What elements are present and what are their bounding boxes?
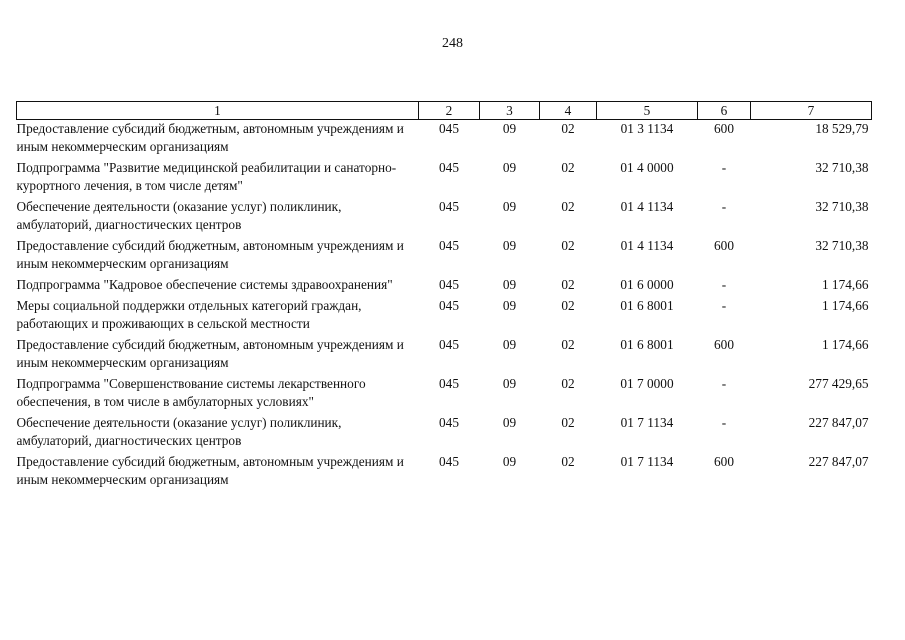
header-col-4: 4 xyxy=(540,102,597,120)
row-name: Обеспечение деятельности (оказание услуг) поликлиник, амбулаторий, диагностических центров xyxy=(16,199,342,232)
row-section-code: 09 xyxy=(502,337,517,352)
row-expense-type: - xyxy=(721,415,727,430)
row-subsection-code: 02 xyxy=(561,160,575,175)
row-section-code: 09 xyxy=(502,277,517,292)
row-name: Предоставление субсидий бюджетным, автономным учреждениям и иным некоммерческим организациям xyxy=(16,238,404,271)
row-ministry-code: 045 xyxy=(439,238,459,253)
row-ministry-code: 045 xyxy=(439,376,459,391)
row-section-code: 09 xyxy=(502,121,517,136)
row-ministry-code: 045 xyxy=(439,121,459,136)
row-expense-type: - xyxy=(721,376,727,391)
row-target-article: 01 6 8001 xyxy=(620,337,674,352)
row-expense-type: 600 xyxy=(714,454,734,469)
row-amount: 227 847,07 xyxy=(808,415,869,430)
table-row xyxy=(17,120,872,160)
row-subsection-code: 02 xyxy=(561,199,575,214)
row-expense-type: - xyxy=(721,160,727,175)
row-target-article: 01 4 1134 xyxy=(620,238,674,253)
row-section-code: 09 xyxy=(502,376,517,391)
budget-table xyxy=(16,101,872,492)
table-row xyxy=(17,237,872,276)
row-subsection-code: 02 xyxy=(561,121,575,136)
table-row xyxy=(17,159,872,198)
row-name: Подпрограмма "Развитие медицинской реабилитации и санаторно-курортного лечения, в том числе детям" xyxy=(16,160,397,193)
row-amount: 1 174,66 xyxy=(821,298,869,313)
row-ministry-code: 045 xyxy=(439,337,459,352)
row-amount: 32 710,38 xyxy=(815,199,869,214)
row-name: Подпрограмма "Совершенствование системы лекарственного обеспечения, в том числе в амбулаторных условиях" xyxy=(16,376,366,409)
row-section-code: 09 xyxy=(502,238,517,253)
row-subsection-code: 02 xyxy=(561,415,575,430)
table-row xyxy=(17,453,872,492)
row-expense-type: 600 xyxy=(714,337,734,352)
row-subsection-code: 02 xyxy=(561,298,575,313)
row-name: Обеспечение деятельности (оказание услуг) поликлиник, амбулаторий, диагностических центров xyxy=(16,415,342,448)
header-row xyxy=(17,102,872,120)
row-name: Предоставление субсидий бюджетным, автономным учреждениям и иным некоммерческим организациям xyxy=(16,454,404,487)
row-target-article: 01 4 1134 xyxy=(620,199,674,214)
row-expense-type: 600 xyxy=(714,238,734,253)
row-target-article: 01 3 1134 xyxy=(620,121,674,136)
table-row xyxy=(17,414,872,453)
row-expense-type: - xyxy=(721,298,727,313)
row-name: Предоставление субсидий бюджетным, автономным учреждениям и иным некоммерческим организациям xyxy=(16,337,404,370)
row-target-article: 01 7 1134 xyxy=(620,454,674,469)
row-target-article: 01 6 8001 xyxy=(620,298,674,313)
row-subsection-code: 02 xyxy=(561,238,575,253)
row-ministry-code: 045 xyxy=(439,199,459,214)
header-col-1: 1 xyxy=(17,102,419,120)
row-subsection-code: 02 xyxy=(561,376,575,391)
row-expense-type: 600 xyxy=(714,121,734,136)
row-amount: 1 174,66 xyxy=(821,277,869,292)
row-section-code: 09 xyxy=(502,454,517,469)
table-row xyxy=(17,375,872,414)
row-section-code: 09 xyxy=(502,199,517,214)
header-col-7: 7 xyxy=(751,102,872,120)
row-amount: 277 429,65 xyxy=(808,376,869,391)
row-amount: 32 710,38 xyxy=(815,238,869,253)
row-amount: 18 529,79 xyxy=(815,121,869,136)
row-name: Меры социальной поддержки отдельных категорий граждан, работающих и проживающих в сельской местности xyxy=(16,298,362,331)
row-ministry-code: 045 xyxy=(439,160,459,175)
row-amount: 227 847,07 xyxy=(808,454,869,469)
header-col-5: 5 xyxy=(597,102,698,120)
row-target-article: 01 7 0000 xyxy=(620,376,674,391)
row-expense-type: - xyxy=(721,199,727,214)
row-section-code: 09 xyxy=(502,415,517,430)
row-ministry-code: 045 xyxy=(439,277,459,292)
row-name: Предоставление субсидий бюджетным, автономным учреждениям и иным некоммерческим организациям xyxy=(16,121,404,154)
row-ministry-code: 045 xyxy=(439,454,459,469)
page-number: 248 xyxy=(442,36,463,51)
row-amount: 1 174,66 xyxy=(821,337,869,352)
row-subsection-code: 02 xyxy=(561,277,575,292)
row-subsection-code: 02 xyxy=(561,337,575,352)
table-row xyxy=(17,198,872,237)
row-section-code: 09 xyxy=(502,160,517,175)
header-col-6: 6 xyxy=(698,102,751,120)
table-row xyxy=(17,276,872,297)
row-target-article: 01 7 1134 xyxy=(620,415,674,430)
header-col-3: 3 xyxy=(480,102,540,120)
row-ministry-code: 045 xyxy=(439,415,459,430)
row-amount: 32 710,38 xyxy=(815,160,869,175)
row-ministry-code: 045 xyxy=(439,298,459,313)
row-target-article: 01 4 0000 xyxy=(620,160,674,175)
row-subsection-code: 02 xyxy=(561,454,575,469)
row-section-code: 09 xyxy=(502,298,517,313)
row-target-article: 01 6 0000 xyxy=(620,277,674,292)
row-name: Подпрограмма "Кадровое обеспечение системы здравоохранения" xyxy=(16,277,393,292)
row-expense-type: - xyxy=(721,277,727,292)
table-row xyxy=(17,297,872,336)
table-row xyxy=(17,336,872,375)
header-col-2: 2 xyxy=(419,102,480,120)
